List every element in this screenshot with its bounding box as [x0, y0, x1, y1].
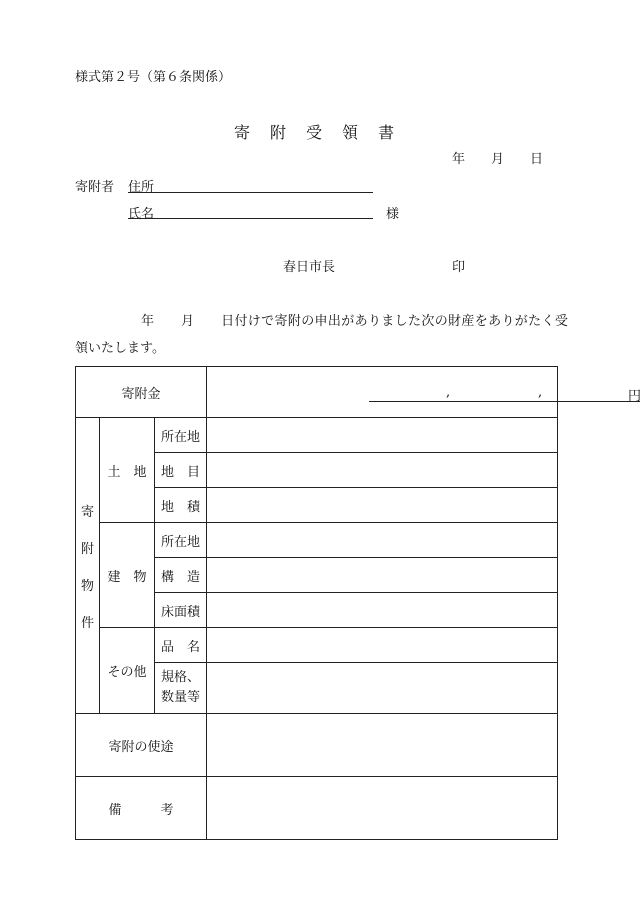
property-char-3: 物	[80, 578, 94, 594]
property-char-1: 寄	[80, 504, 94, 520]
address-label: 住所	[128, 180, 155, 195]
land-category-label: 地 目	[155, 453, 207, 488]
table-row	[76, 523, 558, 558]
honorific: 様	[386, 207, 400, 222]
building-location-label: 所在地	[155, 523, 207, 558]
donation-table	[75, 366, 641, 840]
remarks-cell	[207, 777, 558, 840]
table-row	[76, 777, 558, 840]
land-location-label: 所在地	[155, 418, 207, 453]
land-area-cell	[207, 488, 558, 523]
money-separator-2: ,	[538, 385, 543, 400]
item-name-label: 品 名	[155, 628, 207, 663]
property-char-4: 件	[80, 615, 94, 631]
land-area-label: 地 積	[155, 488, 207, 523]
form-number: 様式第２号（第６条関係）	[75, 70, 232, 85]
other-label: その他	[100, 628, 155, 714]
address-underline	[128, 192, 373, 193]
purpose-cell	[207, 714, 558, 777]
body-text-line2: 領いたします。	[75, 341, 165, 356]
remarks-label: 備 考	[76, 777, 207, 840]
name-label: 氏名	[128, 207, 155, 222]
body-text-line1: 年 月 日付けで寄附の申出がありました次の財産をありがたく受	[141, 314, 569, 329]
land-label: 土 地	[100, 418, 155, 523]
purpose-label: 寄附の使途	[76, 714, 207, 777]
building-label: 建 物	[100, 523, 155, 628]
building-structure-cell	[207, 558, 558, 593]
money-cell	[207, 367, 641, 418]
money-label: 寄附金	[76, 367, 207, 418]
table-row	[76, 367, 558, 418]
date-line: 年 月 日	[452, 152, 544, 167]
document-title: 寄 附 受 領 書	[233, 123, 396, 142]
table-row	[76, 418, 558, 453]
building-structure-label: 構 造	[155, 558, 207, 593]
table-row	[76, 714, 558, 777]
building-floor-area-label: 床面積	[155, 593, 207, 628]
building-location-cell	[207, 523, 558, 558]
donor-label: 寄附者	[75, 180, 115, 195]
spec-label-line1: 規格、	[161, 670, 201, 685]
table-row	[76, 628, 558, 663]
property-label	[76, 418, 100, 714]
money-separator-1: ,	[446, 385, 451, 400]
mayor-title: 春日市長	[283, 260, 336, 275]
land-location-cell	[207, 418, 558, 453]
seal-mark: 印	[452, 260, 466, 275]
land-category-cell	[207, 453, 558, 488]
property-char-2: 附	[80, 541, 94, 557]
money-underline	[369, 401, 640, 402]
name-underline	[128, 218, 373, 219]
building-floor-area-cell	[207, 593, 558, 628]
spec-quantity-label	[155, 663, 207, 714]
spec-quantity-cell	[207, 663, 558, 714]
spec-label-line2: 数量等	[161, 690, 201, 705]
item-name-cell	[207, 628, 558, 663]
money-unit: 円	[628, 389, 641, 404]
